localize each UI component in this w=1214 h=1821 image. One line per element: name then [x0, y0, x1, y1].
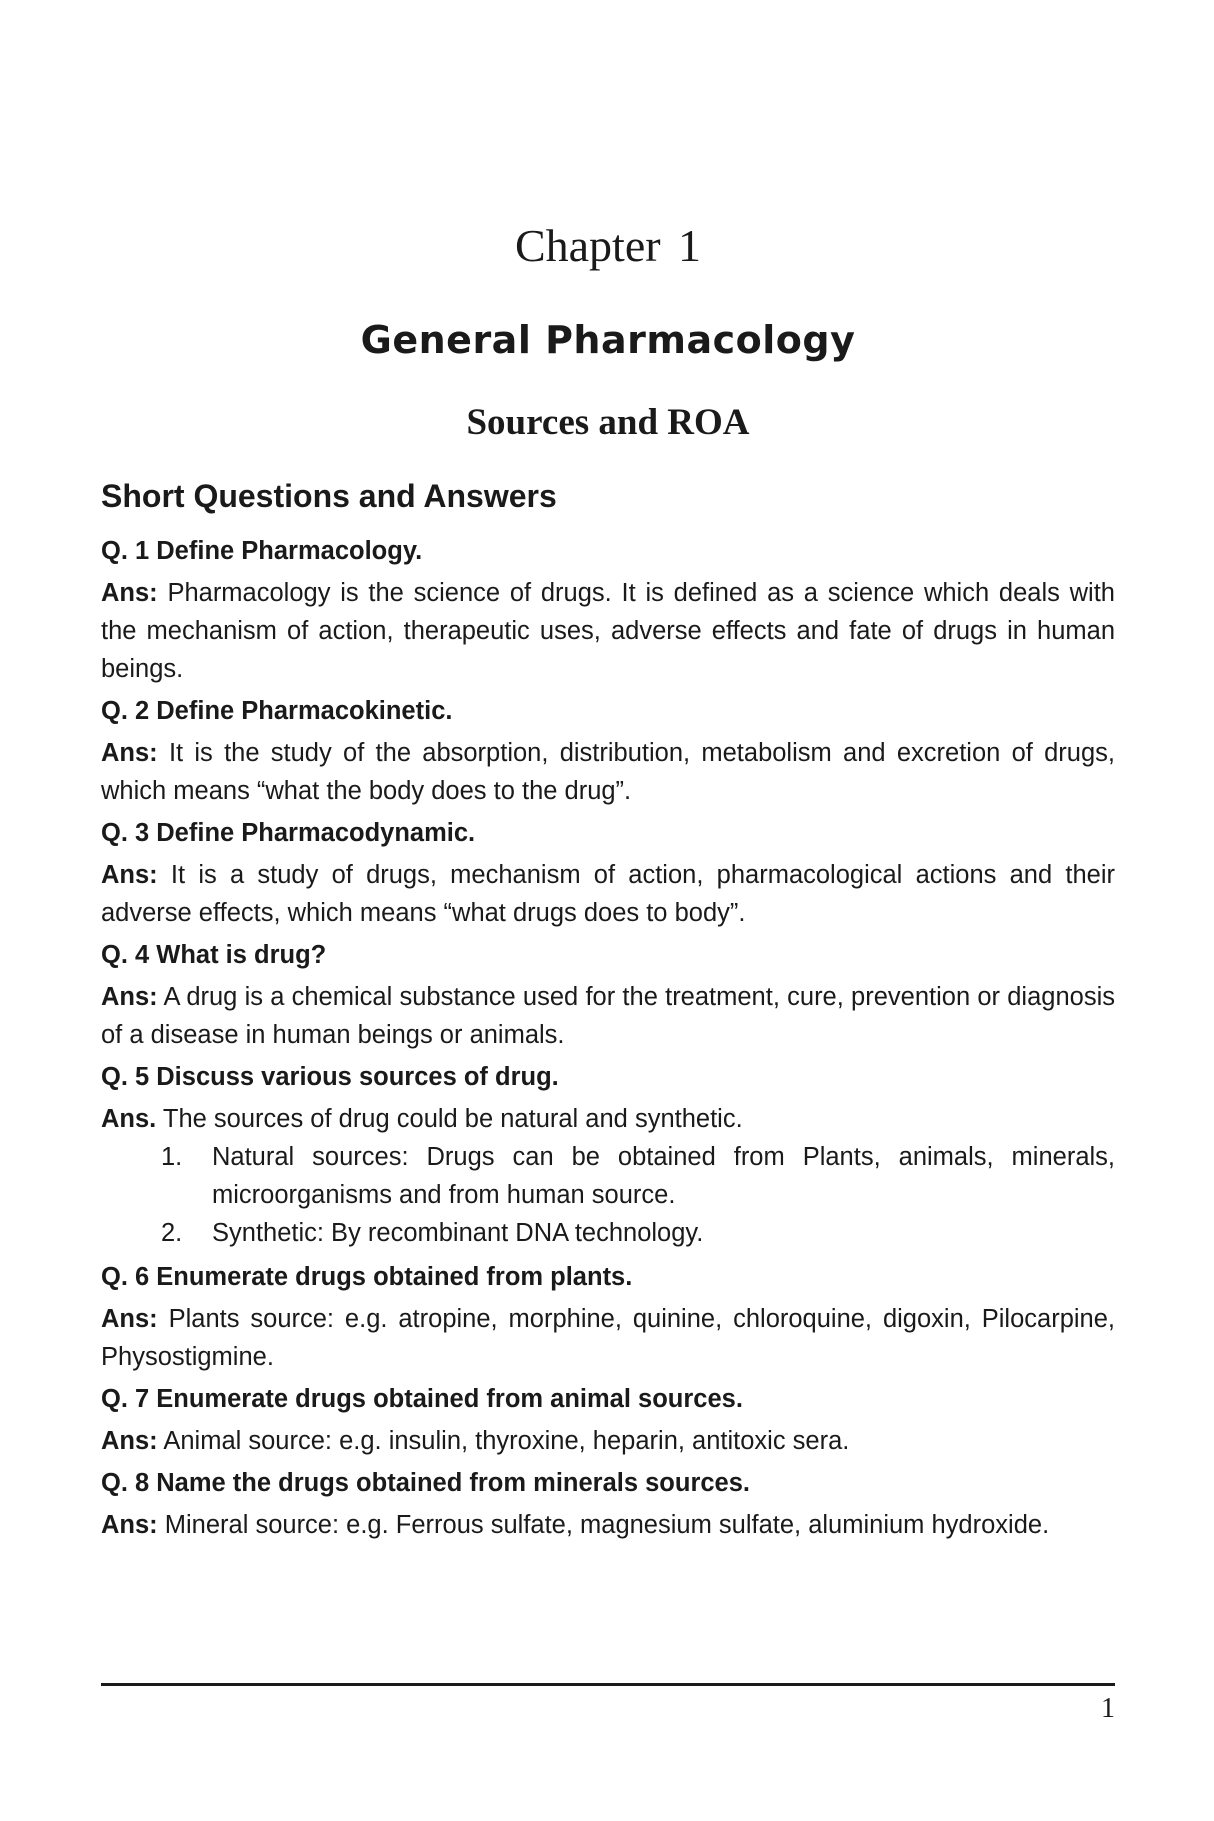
page-number: 1 [1101, 1693, 1115, 1724]
answer-label: Ans: [101, 861, 158, 889]
question-1: Q. 1 Define Pharmacology. [101, 537, 423, 565]
answer-4 [101, 978, 1115, 1054]
answer-label: Ans. [101, 1105, 157, 1133]
question-2: Q. 2 Define Pharmacokinetic. [101, 697, 453, 725]
answer-6 [101, 1300, 1115, 1376]
answer-label: Ans: [101, 579, 158, 607]
answer-label: Ans: [101, 1305, 158, 1333]
subject-title: General Pharmacology [360, 318, 856, 362]
answer-text: It is a study of drugs, mechanism of action, pharmacological actions and their adverse effects, which means “what drugs does to body”. [101, 861, 1115, 927]
footer-divider [101, 1683, 1115, 1686]
question-5: Q. 5 Discuss various sources of drug. [101, 1063, 559, 1091]
answer-label: Ans: [101, 1427, 158, 1455]
chapter-title: Chapter 1 [514, 220, 702, 271]
answer-text: Mineral source: e.g. Ferrous sulfate, magnesium sulfate, aluminium hydroxide. [157, 1511, 1050, 1539]
answer-3 [101, 856, 1115, 932]
answer-label: Ans: [101, 1511, 158, 1539]
answer-2 [101, 734, 1115, 810]
list-number: 1. [161, 1143, 183, 1171]
topic-title: Sources and ROA [466, 402, 750, 443]
list-number: 2. [161, 1219, 183, 1247]
answer-label: Ans: [101, 739, 158, 767]
list-text: Synthetic: By recombinant DNA technology. [212, 1219, 704, 1247]
answer-5 [101, 1100, 1115, 1138]
question-6: Q. 6 Enumerate drugs obtained from plants. [101, 1263, 633, 1291]
answer-text: It is the study of the absorption, distribution, metabolism and excretion of drugs, which means “what the body does to the drug”. [101, 739, 1115, 805]
question-3: Q. 3 Define Pharmacodynamic. [101, 819, 476, 847]
sources-list [101, 1138, 1115, 1252]
answer-text: A drug is a chemical substance used for the treatment, cure, prevention or diagnosis of a disease in human beings or animals. [101, 983, 1115, 1049]
answer-text: Plants source: e.g. atropine, morphine, quinine, chloroquine, digoxin, Pilocarpine, Physostigmine. [101, 1305, 1115, 1371]
question-4: Q. 4 What is drug? [101, 941, 327, 969]
question-8: Q. 8 Name the drugs obtained from minerals sources. [101, 1469, 751, 1497]
answer-1 [101, 574, 1115, 688]
question-7: Q. 7 Enumerate drugs obtained from animal sources. [101, 1385, 743, 1413]
answer-text: Animal source: e.g. insulin, thyroxine, heparin, antitoxic sera. [157, 1427, 850, 1455]
list-item [101, 1214, 1115, 1252]
list-item [101, 1138, 1115, 1214]
answer-8 [101, 1506, 1115, 1544]
answer-text: The sources of drug could be natural and synthetic. [156, 1105, 743, 1133]
qa-list [101, 532, 1115, 1548]
answer-text: Pharmacology is the science of drugs. It is defined as a science which deals with the mechanism of action, therapeutic uses, adverse effects and fate of drugs in human beings. [101, 579, 1115, 683]
section-heading: Short Questions and Answers [101, 478, 557, 514]
answer-label: Ans: [101, 983, 158, 1011]
answer-7 [101, 1422, 1115, 1460]
list-text: Natural sources: Drugs can be obtained from Plants, animals, minerals, microorganisms and from human source. [212, 1143, 1115, 1209]
